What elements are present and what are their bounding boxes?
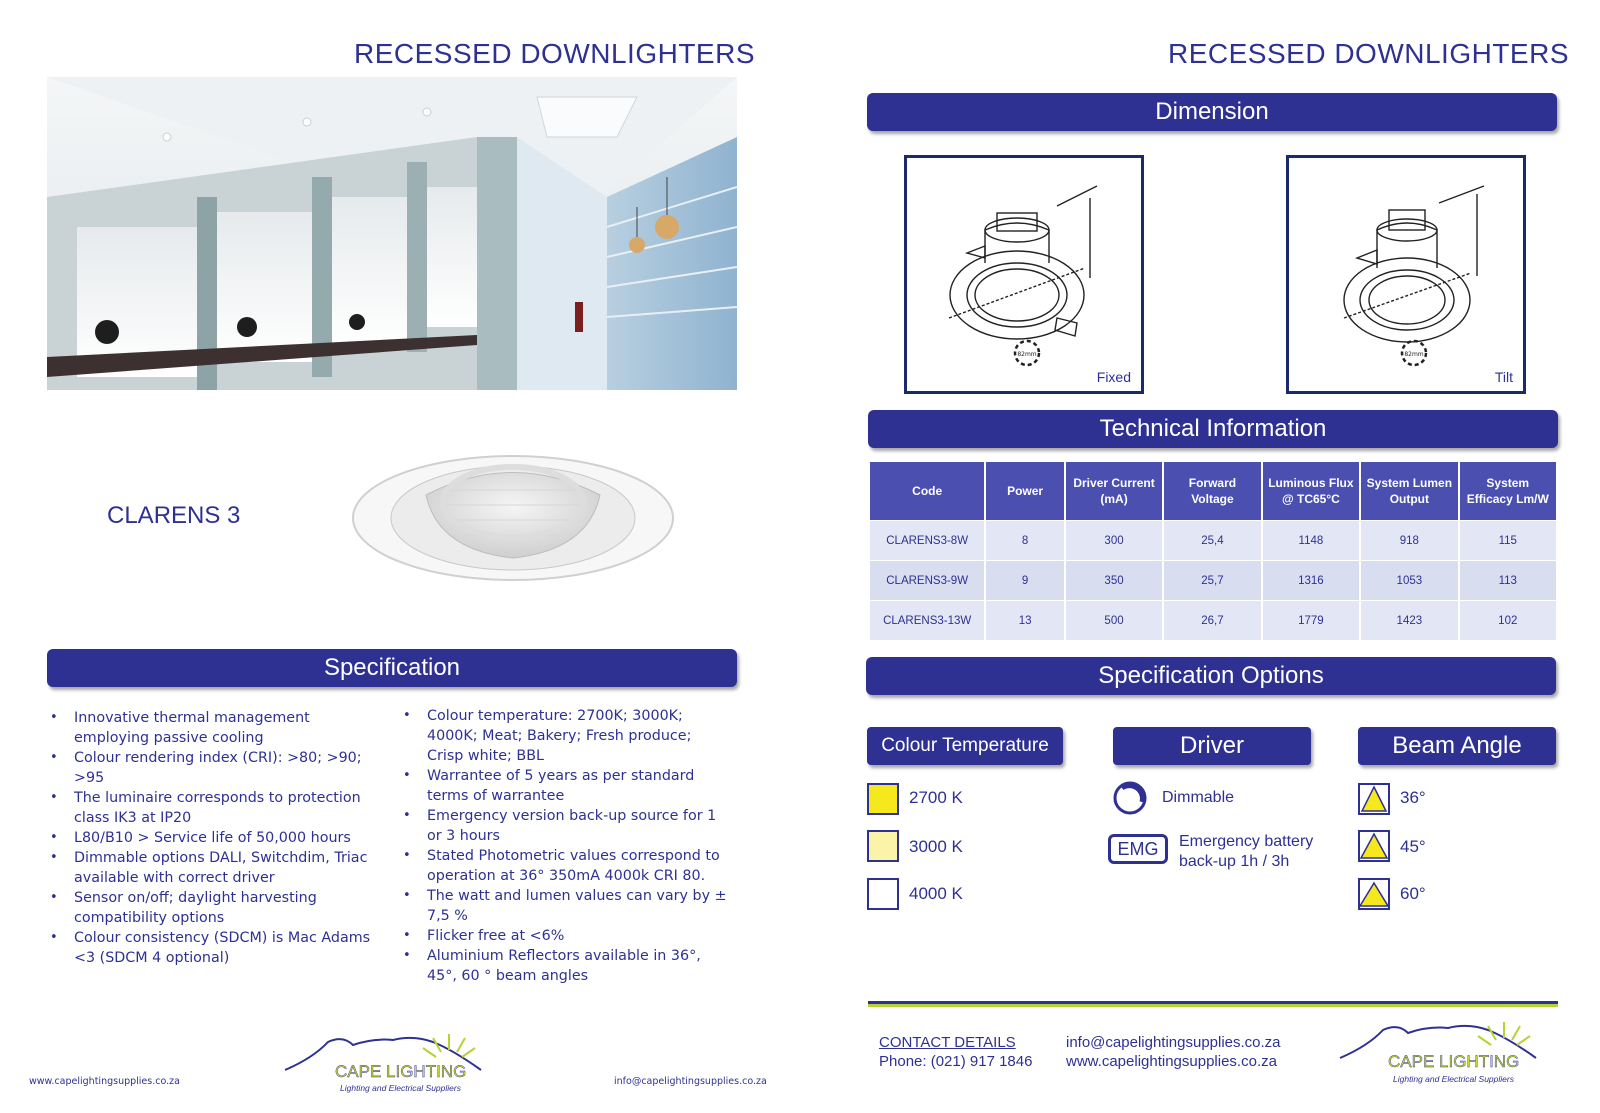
column-header: System Lumen Output (1361, 462, 1457, 520)
dimension-fixed (904, 155, 1144, 394)
spec-item: • The watt and lumen values can vary by ± 7,5 % (401, 886, 731, 926)
dim-tilt-caption: Tilt (1494, 369, 1513, 385)
table-cell: 25,7 (1164, 561, 1260, 600)
logo-name: CAPE LIGHTING (335, 1062, 467, 1081)
spec-item: • The luminaire corresponds to protection class IK3 at IP20 (48, 788, 378, 828)
colour-temp-label: 2700 K (909, 788, 963, 807)
spec-item: • Flicker free at <6% (401, 926, 731, 946)
spec-list-col1 (48, 708, 378, 968)
beam-45-icon (1358, 830, 1390, 862)
spec-options-header: Specification Options (866, 657, 1556, 695)
column-header: Luminous Flux @ TC65°C (1263, 462, 1360, 520)
colour-temp-label: 3000 K (909, 837, 963, 856)
spec-item: • Innovative thermal management employing passive cooling (48, 708, 378, 748)
beam-36-icon (1358, 783, 1390, 815)
column-header: System Efficacy Lm/W (1460, 462, 1556, 520)
beam-angle-label: 45° (1400, 837, 1426, 856)
footer-divider (868, 1001, 1558, 1007)
contact-phone: Phone: (021) 917 1846 (879, 1053, 1033, 1070)
table-cell: 1423 (1361, 601, 1457, 640)
cutout-label: 82mm (1404, 351, 1424, 358)
swatch-2700k (867, 783, 899, 815)
interior-photo (47, 77, 737, 390)
specification-header: Specification (47, 649, 737, 687)
colour-temp-label: 4000 K (909, 884, 963, 903)
contact-email[interactable]: info@capelightingsupplies.co.za (1066, 1034, 1281, 1051)
table-cell: 1148 (1263, 521, 1360, 560)
contact-website[interactable]: www.capelightingsupplies.co.za (1066, 1053, 1277, 1070)
colour-temp-header: Colour Temperature (867, 727, 1063, 765)
table-cell: 8 (986, 521, 1064, 560)
product-lamp-image (348, 440, 678, 595)
spec-item: • Colour rendering index (CRI): >80; >90; >95 (48, 748, 378, 788)
table-cell: 25,4 (1164, 521, 1260, 560)
table-cell: CLARENS3-13W (870, 601, 984, 640)
spec-item: • Stated Photometric values correspond to operation at 36° 350mA 4000k CRI 80. (401, 846, 731, 886)
column-header: Forward Voltage (1164, 462, 1260, 520)
cape-lighting-logo (1338, 1018, 1548, 1093)
right-page-title: RECESSED DOWNLIGHTERS (1168, 38, 1569, 69)
cutout-label: 82mm (1017, 351, 1037, 358)
table-row (870, 601, 1556, 640)
table-cell: 9 (986, 561, 1064, 600)
logo-tagline: Lighting and Electrical Suppliers (340, 1083, 461, 1093)
emg-badge: EMG (1108, 834, 1168, 864)
swatch-4000k (867, 878, 899, 910)
table-cell: 300 (1066, 521, 1162, 560)
spec-item: • Colour consistency (SDCM) is Mac Adams <3 (SDCM 4 optional) (48, 928, 378, 968)
footer-email: info@capelightingsupplies.co.za (614, 1076, 767, 1087)
dim-fixed-caption: Fixed (1096, 369, 1131, 385)
driver-emg-label: Emergency battery (1179, 833, 1314, 850)
technical-table (868, 461, 1558, 641)
contact-heading: CONTACT DETAILS (879, 1034, 1016, 1051)
spec-item: • Sensor on/off; daylight harvesting compatibility options (48, 888, 378, 928)
logo-tagline: Lighting and Electrical Suppliers (1393, 1074, 1514, 1084)
table-cell: CLARENS3-9W (870, 561, 984, 600)
column-header: Power (986, 462, 1064, 520)
dimension-tilt (1286, 155, 1526, 394)
left-page-title: RECESSED DOWNLIGHTERS (354, 38, 755, 69)
table-cell: 102 (1460, 601, 1556, 640)
table-cell: 113 (1460, 561, 1556, 600)
table-cell: 918 (1361, 521, 1457, 560)
cape-lighting-logo (283, 1030, 493, 1100)
table-cell: 115 (1460, 521, 1556, 560)
product-name: CLARENS 3 (107, 502, 241, 529)
beam-60-icon (1358, 878, 1390, 910)
table-row (870, 521, 1556, 560)
spec-item: • Emergency version back-up source for 1 or 3 hours (401, 806, 731, 846)
table-row (870, 561, 1556, 600)
column-header: Code (870, 462, 984, 520)
table-cell: 13 (986, 601, 1064, 640)
driver-header: Driver (1113, 727, 1311, 765)
footer-website: www.capelightingsupplies.co.za (29, 1076, 180, 1087)
spec-item: • Dimmable options DALI, Switchdim, Triac available with correct driver (48, 848, 378, 888)
table-cell: 1053 (1361, 561, 1457, 600)
beam-angle-label: 36° (1400, 788, 1426, 807)
driver-emg-label-2: back-up 1h / 3h (1179, 853, 1290, 870)
table-header-row (870, 462, 1556, 520)
spec-item: • Colour temperature: 2700K; 3000K; 4000K; Meat; Bakery; Fresh produce; Crisp white; BBL (401, 706, 731, 766)
beam-angle-header: Beam Angle (1358, 727, 1556, 765)
table-cell: 500 (1066, 601, 1162, 640)
spec-item: • L80/B10 > Service life of 50,000 hours (48, 828, 378, 848)
dimension-header: Dimension (867, 93, 1557, 131)
spec-item: • Warrantee of 5 years as per standard terms of warrantee (401, 766, 731, 806)
table-cell: 1779 (1263, 601, 1360, 640)
table-cell: 350 (1066, 561, 1162, 600)
driver-dimmable-label: Dimmable (1162, 789, 1235, 806)
table-cell: 1316 (1263, 561, 1360, 600)
table-cell: 26,7 (1164, 601, 1260, 640)
dimmable-icon (1112, 780, 1148, 821)
column-header: Driver Current (mA) (1066, 462, 1162, 520)
spec-list-col2 (401, 706, 731, 986)
table-cell: CLARENS3-8W (870, 521, 984, 560)
swatch-3000k (867, 830, 899, 862)
technical-info-header: Technical Information (868, 410, 1558, 448)
beam-angle-label: 60° (1400, 884, 1426, 903)
logo-name: CAPE LIGHTING (1388, 1052, 1520, 1071)
spec-item: • Aluminium Reflectors available in 36°, 45°, 60 ° beam angles (401, 946, 731, 986)
